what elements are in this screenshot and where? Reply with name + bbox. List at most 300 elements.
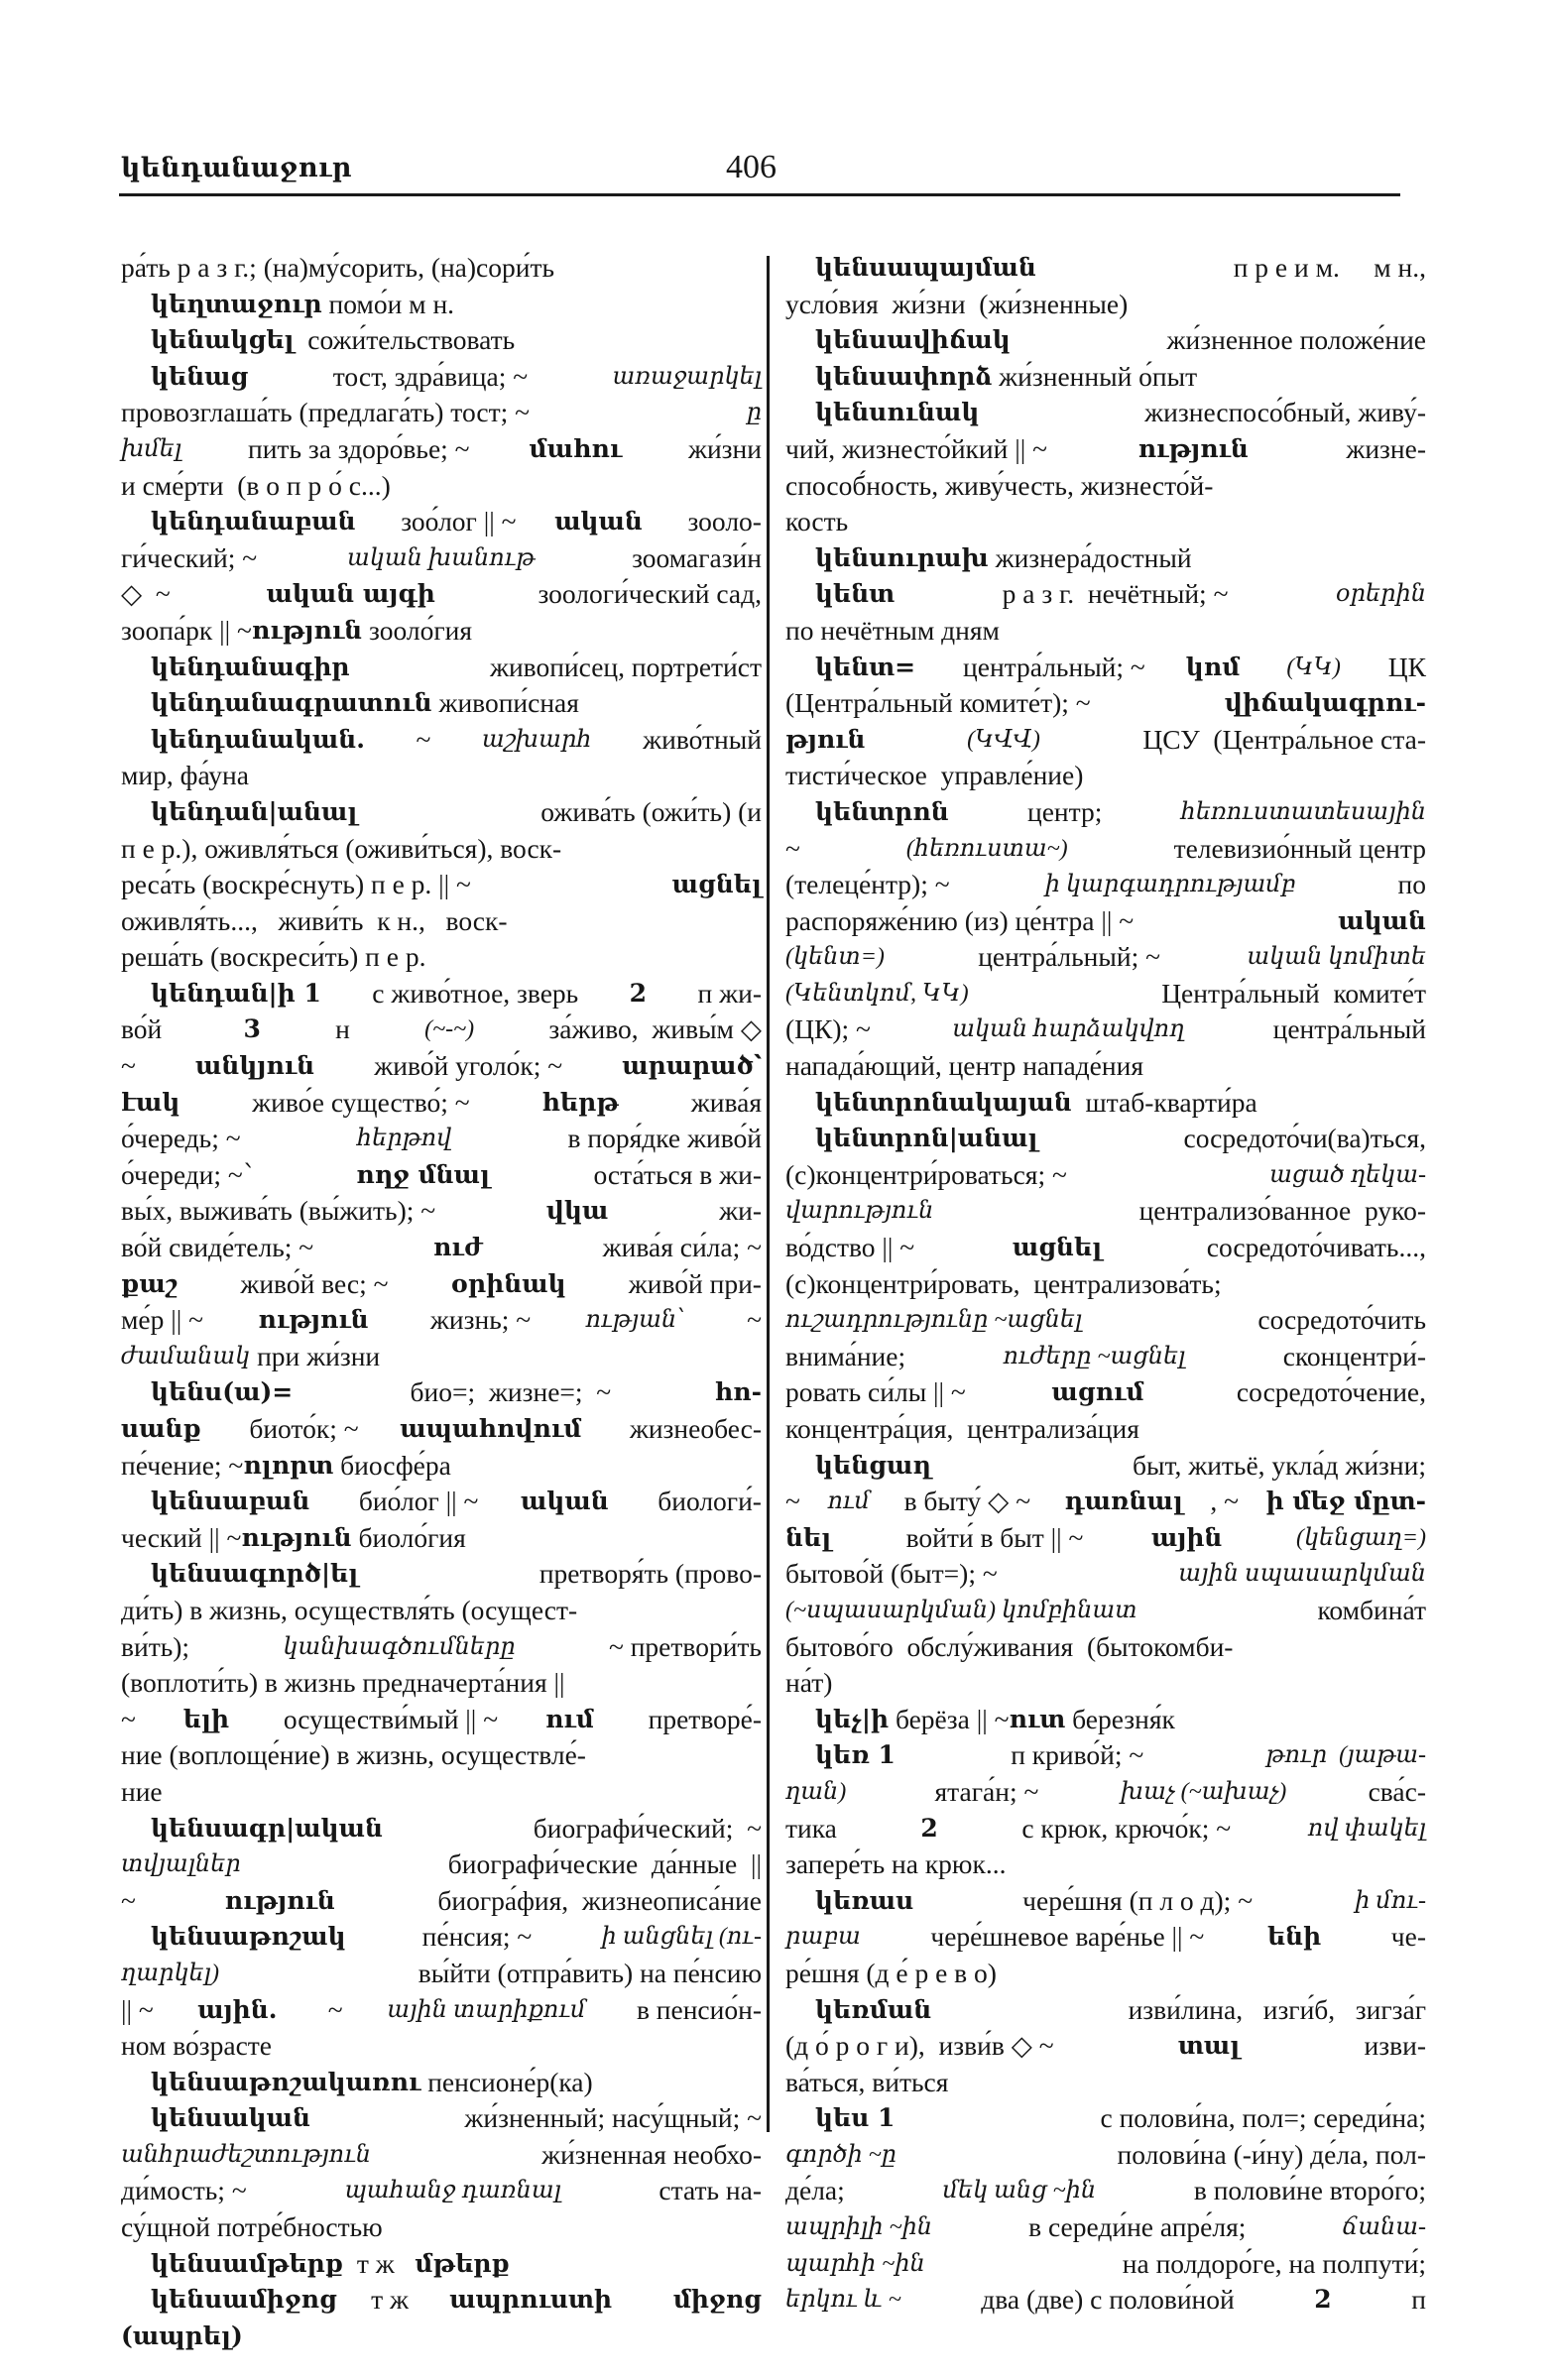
armenian-bold-term: կենդան|ի 1 [151, 978, 321, 1008]
entry-headword-line [785, 1448, 1426, 1485]
entry-text-line [785, 685, 1426, 722]
entry-headword-line [121, 2100, 762, 2137]
russian-translation: о́чередь; ~ [121, 1123, 248, 1154]
armenian-italic-phrase: ուժերը ~ացնել [1003, 1343, 1186, 1369]
armenian-bold-term: կենսապայման [815, 253, 1036, 282]
russian-translation: пить за здоро́вье; ~ [241, 432, 470, 464]
russian-translation: жизнеспосо́бный, живу́- [1137, 397, 1426, 428]
russian-translation: био=; жизне=; ~ [396, 1376, 612, 1408]
armenian-italic-phrase: ղարկել) [121, 1960, 219, 1986]
armenian-italic-phrase: կանխագծումները [283, 1633, 516, 1660]
entry-text-line [785, 1593, 1426, 1629]
armenian-italic-phrase: պահանջ դառնալ [344, 2178, 561, 2204]
russian-translation: тисти́ческое управле́ние) [785, 760, 1084, 791]
russian-translation: зоомагази́н [625, 541, 762, 573]
entry-headword-line [121, 504, 762, 540]
armenian-bold-term: ացնել [1012, 1233, 1103, 1262]
entry-text-line [785, 2028, 1426, 2065]
armenian-italic-phrase: երկու և ~ [785, 2287, 901, 2314]
armenian-bold-term: կենտրոն [815, 796, 949, 826]
russian-translation: зоо́лог || ~ [394, 506, 517, 537]
armenian-bold-term: ային. [197, 1994, 278, 2024]
armenian-italic-phrase: ական հարձակվող [952, 1016, 1185, 1043]
entry-text-line [121, 1448, 762, 1485]
russian-translation: центра́льный; ~ [971, 941, 1160, 973]
russian-translation: распоряже́нию (из) це́нтра || ~ [785, 904, 1135, 936]
russian-translation: ческий || ~ [121, 1521, 242, 1553]
russian-translation: штаб-кварти́ра [1071, 1086, 1257, 1118]
armenian-italic-phrase: օրերին [1335, 581, 1426, 608]
entry-text-line [121, 540, 762, 577]
entry-text-line [785, 504, 1426, 540]
russian-translation: ~ претвори́ть [602, 1630, 762, 1662]
russian-translation: два (две) с полови́ной [974, 2284, 1242, 2316]
russian-translation: берёза || ~ [889, 1703, 1010, 1734]
armenian-italic-phrase: (ԿՎՎ) [961, 726, 1040, 753]
armenian-italic-phrase: ացած ղեկա- [1269, 1161, 1426, 1188]
armenian-bold-term: անկյուն [195, 1051, 315, 1081]
armenian-italic-phrase: ուշադրությունը ~ացնել [785, 1307, 1083, 1334]
russian-translation: претворе́- [641, 1703, 762, 1734]
entry-text-line [785, 1374, 1426, 1411]
russian-translation: жива́я [683, 1086, 762, 1118]
entry-text-line [785, 1556, 1426, 1593]
russian-translation: т ж [343, 2247, 416, 2279]
armenian-bold-term: ուտ [1009, 1704, 1066, 1733]
russian-translation: живо́тный [636, 723, 762, 755]
russian-translation: биографи́ческий; ~ [513, 1812, 762, 1844]
right-column [785, 250, 1426, 2319]
russian-translation: жива́я си́ла; ~ [595, 1232, 762, 1263]
russian-translation: по нечётным дням [785, 614, 1000, 646]
entry-text-line [785, 287, 1426, 323]
entry-text-line [121, 1956, 762, 1992]
russian-translation: ~ [409, 723, 438, 755]
russian-translation: быт, житьё, укла́д жи́зни; [1126, 1449, 1426, 1481]
russian-translation: сва́с- [1361, 1775, 1426, 1807]
russian-translation: пе́нсия; ~ [415, 1921, 533, 1953]
armenian-bold-term: կենսավիճակ [815, 325, 1011, 355]
entry-text-line [121, 1846, 762, 1883]
armenian-bold-term: ություն [258, 1305, 369, 1335]
entry-text-line [121, 250, 762, 287]
russian-translation: бытово́го обслу́живания (бытокомби- [785, 1630, 1234, 1662]
russian-translation: су́щной потре́бностью [121, 2211, 383, 2243]
armenian-bold-term: մթերք [415, 2248, 510, 2278]
russian-translation: сосредото́чивать..., [1199, 1232, 1426, 1263]
entry-headword-line [785, 1121, 1426, 1157]
entry-text-line [785, 1048, 1426, 1085]
armenian-bold-term: ացնել [671, 870, 762, 899]
armenian-bold-term: կենդանաբան [151, 507, 356, 536]
armenian-bold-term: 2 [629, 978, 648, 1008]
russian-translation: зоологи́ческий сад, [531, 578, 762, 610]
entry-headword-line [785, 1992, 1426, 2029]
russian-translation: пенсионе́р(ка) [420, 2066, 593, 2097]
armenian-italic-phrase: խմել [121, 435, 182, 462]
russian-translation: ва́ться, ви́ться [785, 2066, 949, 2097]
russian-translation: ◇ ~ [121, 578, 171, 610]
entry-text-line [121, 1629, 762, 1666]
entry-text-line [121, 1085, 762, 1122]
russian-translation: ги́ческий; ~ [121, 541, 258, 573]
entry-text-line [785, 1919, 1426, 1956]
entry-text-line [121, 1737, 762, 1774]
armenian-italic-phrase: (կենցաղ=) [1289, 1524, 1426, 1551]
russian-translation: биоло́гия [351, 1521, 466, 1553]
russian-translation: ди́мость; ~ [121, 2175, 254, 2206]
entry-text-line [785, 1230, 1426, 1266]
russian-translation: по [1390, 869, 1426, 900]
entry-text-line [121, 2173, 762, 2209]
armenian-bold-term: օրինակ [450, 1268, 566, 1298]
russian-translation: био́лог || ~ [352, 1486, 479, 1517]
entry-headword-line [785, 540, 1426, 577]
armenian-italic-phrase: ական խանութ [346, 544, 536, 571]
armenian-italic-phrase: թուր (յաթա- [1265, 1742, 1426, 1769]
russian-translation: во́дство || ~ [785, 1232, 915, 1263]
entry-headword-line [121, 976, 762, 1012]
russian-translation: запере́ть на крюк... [785, 1848, 1007, 1880]
left-column [121, 250, 762, 2354]
entry-text-line [785, 2137, 1426, 2174]
armenian-bold-term: կենդանագրատուն [151, 688, 432, 718]
russian-translation: ~ [740, 1304, 762, 1336]
russian-translation: ~ [785, 832, 807, 864]
entry-text-line [785, 867, 1426, 903]
russian-translation: изви́лина, изги́б, зигза́г [1107, 1993, 1426, 2025]
armenian-bold-term: կենսագործ|ել [151, 1559, 359, 1589]
russian-translation: жи́зненный; насу́щный; ~ [457, 2102, 762, 2134]
entry-headword-line [785, 359, 1426, 396]
russian-translation: с полови́на, пол=; середи́на; [1093, 2102, 1426, 2134]
russian-translation: чий, жизнесто́йкий || ~ [785, 432, 1047, 464]
armenian-bold-term: կենդանական. [151, 724, 365, 754]
russian-translation: внима́ние; [785, 1340, 912, 1371]
armenian-bold-term: միջոց [672, 2285, 762, 2315]
entry-text-line [785, 722, 1426, 759]
armenian-bold-term: (ապրել) [121, 2320, 243, 2350]
russian-translation: тост, здра́вица; ~ [325, 360, 535, 392]
armenian-bold-term: կենակցել [151, 325, 295, 355]
armenian-bold-term: տալ [1177, 2031, 1241, 2061]
entry-text-line [785, 976, 1426, 1012]
entry-headword-line [121, 322, 762, 359]
page-header [121, 149, 1400, 192]
entry-text-line [121, 431, 762, 468]
armenian-bold-term: կենցաղ [815, 1450, 931, 1480]
entry-headword-line [785, 1883, 1426, 1920]
russian-translation: в пенсио́н- [630, 1993, 762, 2025]
entry-headword-line [121, 2246, 762, 2283]
armenian-bold-term: կենտրոնակայան [815, 1087, 1072, 1117]
russian-translation: жизнь; ~ [423, 1304, 532, 1336]
russian-translation: ЦК [1380, 651, 1426, 682]
armenian-italic-phrase: խաչ (~ախաչ) [1120, 1778, 1287, 1805]
entry-text-line [785, 1846, 1426, 1883]
russian-translation: централизо́ванное руко- [1125, 1195, 1426, 1227]
entry-text-line [785, 1339, 1426, 1375]
russian-translation: ~ [121, 1050, 143, 1082]
armenian-bold-term: կենսափորձ [815, 361, 993, 391]
armenian-italic-phrase: գործի ~ը [785, 2141, 897, 2168]
russian-translation: жизнера́достный [988, 541, 1192, 573]
russian-translation: живо́е существо́; ~ [245, 1086, 477, 1118]
entry-text-line [121, 1883, 762, 1920]
russian-translation: о́череди; ~՝ [121, 1158, 260, 1190]
armenian-bold-term: կոմ [1185, 652, 1241, 681]
entry-text-line [785, 468, 1426, 505]
entry-headword-line [785, 650, 1426, 686]
russian-translation: (с)концентри́ровать, централизова́ть; [785, 1267, 1222, 1299]
armenian-bold-term: կենս(ա)= [151, 1377, 294, 1407]
armenian-bold-term: նել [785, 1522, 832, 1552]
russian-translation: осуществи́мый || ~ [276, 1703, 499, 1734]
entry-text-line [785, 1411, 1426, 1448]
russian-translation: телевизио́нный центр [1166, 832, 1426, 864]
russian-translation: во́й [121, 1013, 177, 1045]
russian-translation: тика [785, 1812, 844, 1844]
russian-translation: во́й свиде́тель; ~ [121, 1232, 320, 1263]
armenian-italic-phrase: (~-~) [424, 1016, 475, 1043]
armenian-italic-phrase: աշխարհ [481, 726, 592, 753]
russian-translation: жи́зненное положе́ние [1159, 324, 1426, 356]
armenian-bold-term: մահու [529, 433, 623, 463]
russian-translation: в поря́дке живо́й [560, 1123, 762, 1154]
header-rule [119, 193, 1400, 196]
entry-text-line [121, 1048, 762, 1085]
entry-headword-line [121, 1811, 762, 1847]
armenian-bold-term: ական [554, 507, 643, 536]
russian-translation: п жи- [690, 977, 762, 1009]
entry-text-line [121, 1302, 762, 1339]
armenian-italic-phrase: ղան) [785, 1778, 847, 1805]
entry-text-line [121, 1266, 762, 1303]
entry-text-line [785, 903, 1426, 940]
russian-translation: ра́ть р а з г.; (на)му́сорить, (на)сори́ть [121, 252, 555, 283]
armenian-bold-term: էակ [121, 1087, 180, 1117]
armenian-bold-term: ենի [1266, 1922, 1322, 1952]
entry-text-line [785, 1956, 1426, 1992]
entry-text-line [785, 939, 1426, 976]
russian-translation: центра́льный [1265, 1013, 1426, 1045]
armenian-italic-phrase: (~սպասարկման) կոմբինատ [785, 1597, 1137, 1623]
russian-translation: живо́й уголо́к; ~ [367, 1050, 569, 1082]
entry-text-line [121, 1665, 762, 1702]
armenian-bold-term: ական [521, 1487, 609, 1516]
russian-translation: ~ [320, 1993, 343, 2025]
russian-translation: и сме́рти (в о п р о́ с...) [121, 469, 391, 501]
russian-translation: в полови́не второ́го; [1186, 2175, 1426, 2206]
entry-text-line [785, 1012, 1426, 1048]
russian-translation: войти́ в быт || ~ [898, 1521, 1084, 1553]
armenian-bold-term: հերթ [541, 1087, 619, 1117]
russian-translation: ЦСУ (Центра́льное ста- [1136, 723, 1426, 755]
russian-translation: с живо́тное, зверь [365, 977, 586, 1009]
russian-translation: де́ла; [785, 2175, 852, 2206]
russian-translation: оживля́ть..., живи́ть к н., воск- [121, 904, 508, 936]
russian-translation: за́живо, живы́м ◇ [541, 1013, 762, 1045]
entry-text-line [121, 1230, 762, 1266]
russian-translation: сожи́тельствовать [294, 324, 516, 356]
russian-translation: биото́к; ~ [242, 1413, 359, 1444]
russian-translation: (с)концентри́роваться; ~ [785, 1158, 1067, 1190]
russian-translation: ~ [121, 1884, 136, 1916]
armenian-bold-term: կեղտաջուր [151, 289, 322, 318]
armenian-italic-phrase: ության՝ [585, 1307, 685, 1334]
russian-translation: , ~ [1210, 1486, 1240, 1517]
russian-translation: центр; [1014, 795, 1117, 827]
armenian-italic-phrase: (Կենտկոմ, ԿԿ) [785, 980, 969, 1007]
russian-translation: сосредото́чение, [1230, 1376, 1426, 1408]
entry-text-line [785, 1774, 1426, 1811]
armenian-bold-term: ական [1338, 905, 1426, 935]
armenian-italic-phrase: ճանա- [1342, 2214, 1426, 2241]
armenian-bold-term: ում [544, 1704, 594, 1733]
entry-text-line [785, 1629, 1426, 1666]
armenian-bold-term: ապահովում [400, 1414, 582, 1443]
armenian-bold-term: կենդանագիր [151, 652, 350, 681]
russian-translation: живо́й вес; ~ [233, 1267, 396, 1299]
entry-text-line [121, 1520, 762, 1557]
armenian-bold-term: կենսուրախ [815, 542, 989, 572]
armenian-bold-term: ություն [1137, 433, 1249, 463]
russian-translation: жи́зненная необхо- [535, 2138, 762, 2170]
entry-text-line [785, 1193, 1426, 1230]
entry-text-line [121, 1121, 762, 1157]
entry-headword-line [121, 685, 762, 722]
russian-translation: реса́ть (воскре́снуть) п е р. || ~ [121, 869, 471, 900]
running-head: կենդանաջուր [121, 153, 352, 183]
entry-text-line [121, 1157, 762, 1194]
armenian-bold-term: ություն [224, 1885, 335, 1915]
russian-translation: помо́и м н. [321, 288, 455, 319]
russian-translation: н [328, 1013, 357, 1045]
entry-text-line [785, 1266, 1426, 1303]
entry-text-line [121, 1012, 762, 1048]
russian-translation: ятага́н; ~ [920, 1775, 1046, 1807]
entry-text-line [785, 2209, 1426, 2246]
entry-text-line [121, 1193, 762, 1230]
russian-translation: п криво́й; ~ [1004, 1739, 1158, 1771]
entry-headword-line [121, 287, 762, 323]
armenian-bold-term: արարած՝ [622, 1051, 762, 1081]
russian-translation: ви́ть); [121, 1630, 196, 1662]
russian-translation: п е р.), оживля́ться (оживи́ться), воск- [121, 832, 562, 864]
russian-translation: (Центра́льный комите́т); ~ [785, 687, 1091, 719]
entry-text-line [785, 1302, 1426, 1339]
armenian-italic-phrase: ի կարգադրությամբ [1044, 872, 1296, 898]
russian-translation: сосредото́чи(ва)ться, [1169, 1123, 1426, 1154]
russian-translation: кость [785, 506, 849, 537]
armenian-bold-term: ելի [182, 1704, 230, 1733]
entry-headword-line [785, 576, 1426, 613]
entry-text-line [785, 1665, 1426, 1702]
armenian-bold-term: կենտ= [815, 652, 916, 681]
russian-translation: напада́ющий, центр нападе́ния [785, 1050, 1143, 1082]
armenian-italic-phrase: առաջարկել [612, 363, 762, 390]
entry-text-line [121, 903, 762, 940]
armenian-bold-term: կենսամիջոց [151, 2285, 337, 2315]
armenian-italic-phrase: ի անցնել (ու- [601, 1924, 762, 1951]
entry-text-line [121, 576, 762, 613]
russian-translation: полови́на (-и́ну) де́ла, пол- [1110, 2138, 1426, 2170]
russian-translation: (ЦК); ~ [785, 1013, 871, 1045]
russian-translation: || ~ [121, 1993, 154, 2025]
armenian-bold-term: կենտ [815, 579, 896, 609]
armenian-bold-term: կենսամթերք [151, 2248, 344, 2278]
russian-translation: зооло- [680, 506, 762, 537]
entry-headword-line [121, 1556, 762, 1593]
entry-text-line [785, 431, 1426, 468]
armenian-italic-phrase: անհրաժեշտություն [121, 2141, 372, 2168]
entry-text-line [121, 468, 762, 505]
russian-translation: биосфе́ра [333, 1449, 451, 1481]
russian-translation: концентра́ция, централиза́ция [785, 1413, 1139, 1444]
armenian-italic-phrase: պարհի ~ին [785, 2250, 925, 2277]
russian-translation: биогра́фия, жизнеописа́ние [423, 1884, 762, 1916]
armenian-italic-phrase: (ԿԿ) [1280, 654, 1341, 680]
armenian-bold-term: վկա [545, 1196, 609, 1226]
armenian-bold-term: կեչ|ի [815, 1704, 890, 1733]
russian-translation: ре́шня (д е́ р е в о) [785, 1957, 997, 1988]
russian-translation: комбина́т [1303, 1594, 1426, 1625]
entry-headword-line [785, 1702, 1426, 1738]
armenian-bold-term: ոլորտ [243, 1450, 334, 1480]
armenian-italic-phrase: հեռուստատեսային [1180, 798, 1426, 825]
entry-text-line [785, 1484, 1426, 1520]
entry-text-line [785, 1520, 1426, 1557]
armenian-bold-term: կենսաթոշակ [151, 1922, 346, 1952]
russian-translation: ~ [121, 1703, 136, 1734]
russian-translation: с крюк, крючо́к; ~ [1015, 1812, 1232, 1844]
russian-translation: сосредото́чить [1251, 1304, 1426, 1336]
armenian-italic-phrase: ապրիլի ~ին [785, 2214, 933, 2241]
russian-translation: ме́р || ~ [121, 1304, 203, 1336]
entry-text-line [785, 613, 1426, 650]
entry-text-line [785, 1157, 1426, 1194]
armenian-bold-term: կեռ 1 [815, 1740, 896, 1770]
entry-headword-line [121, 2282, 762, 2319]
entry-headword-line [785, 1085, 1426, 1122]
armenian-bold-term: 2 [1314, 2285, 1332, 2315]
armenian-bold-term: կենսական [151, 2103, 310, 2133]
russian-translation: жизнеобес- [622, 1413, 762, 1444]
russian-translation: в середи́не апре́ля; [1021, 2211, 1254, 2243]
russian-translation: зооло́гия [362, 614, 472, 646]
armenian-bold-term: սանք [121, 1414, 201, 1443]
entry-text-line [121, 1992, 762, 2029]
armenian-bold-term: ապրուստի [449, 2285, 613, 2315]
armenian-bold-term: ողջ մնալ [356, 1159, 490, 1189]
armenian-italic-phrase: ական կոմիտե [1247, 944, 1426, 971]
armenian-italic-phrase: ով փակել [1307, 1815, 1426, 1842]
entry-headword-line [785, 2100, 1426, 2137]
armenian-bold-term: ական այգի [266, 579, 435, 609]
russian-translation: ди́ть) в жизнь, осуществля́ть (осущест- [121, 1594, 578, 1625]
russian-translation: центра́льный; ~ [956, 651, 1145, 682]
entry-headword-line [785, 250, 1426, 287]
entry-text-line [121, 2028, 762, 2065]
armenian-bold-term: ուժ [432, 1233, 483, 1262]
armenian-italic-phrase: վարություն [785, 1198, 934, 1225]
russian-translation: Центра́льный комите́т [1154, 977, 1426, 1009]
russian-translation: живо́й при- [621, 1267, 762, 1299]
russian-translation: на́т) [785, 1667, 833, 1699]
russian-translation: пе́чение; ~ [121, 1449, 244, 1481]
russian-translation: изви- [1357, 2030, 1426, 2062]
russian-translation: живопи́сная [431, 687, 579, 719]
